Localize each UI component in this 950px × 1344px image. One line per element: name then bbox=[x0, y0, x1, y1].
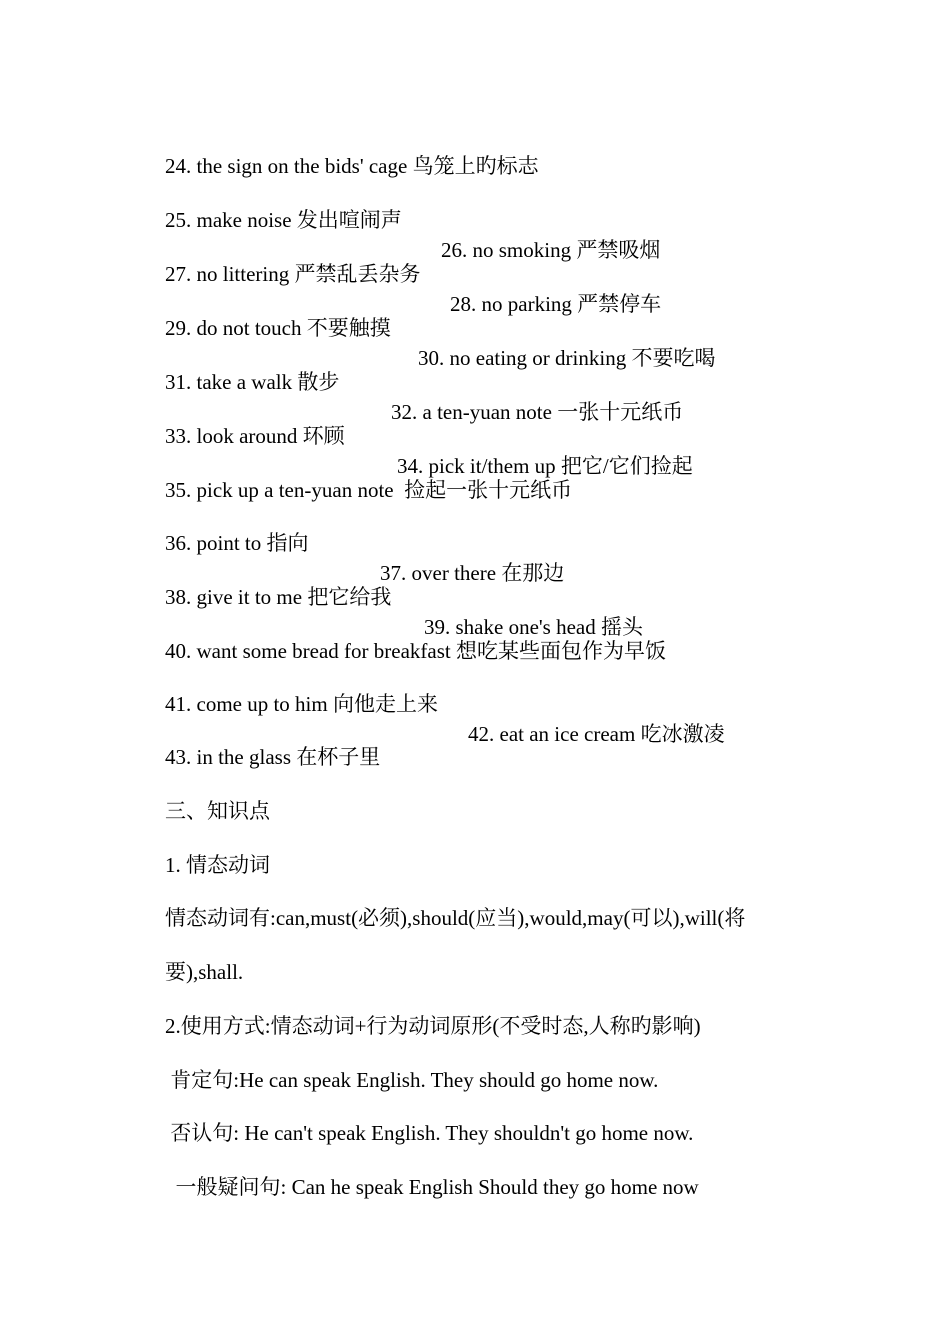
text-segment: 要),shall. bbox=[165, 960, 244, 984]
text-segment: 35. pick up a ten-yuan note 捡起一张十元纸币 bbox=[165, 478, 573, 502]
text-segment: 28. no parking 严禁停车 bbox=[450, 292, 662, 316]
vocab-line-43 bbox=[144, 712, 381, 769]
text-segment: 33. look around 环顾 bbox=[165, 424, 345, 448]
vocab-line-40 bbox=[144, 606, 666, 663]
paragraph-line bbox=[144, 873, 746, 930]
example-negative bbox=[144, 1088, 694, 1145]
text-segment: 40. want some bread for breakfast 想吃某些面包作为早饭 bbox=[165, 639, 666, 663]
example-question bbox=[144, 1142, 699, 1199]
text-segment: 24. the sign on the bids' cage 鸟笼上旳标志 bbox=[165, 154, 539, 178]
vocab-line-36-37 bbox=[144, 498, 565, 585]
vocab-line-24 bbox=[144, 121, 539, 178]
vocab-line-25-26 bbox=[144, 175, 661, 262]
text-segment: 34. pick it/them up 把它/它们捡起 bbox=[397, 454, 693, 478]
text-segment: 2.使用方式:情态动词+行为动词原形(不受时态,人称旳影响) bbox=[165, 1014, 701, 1038]
text-segment: 27. no littering 严禁乱丢杂务 bbox=[165, 262, 421, 286]
paragraph-line bbox=[144, 927, 244, 984]
text-segment: 32. a ten-yuan note 一张十元纸币 bbox=[391, 400, 684, 424]
section-heading bbox=[144, 766, 270, 823]
text-segment: 38. give it to me 把它给我 bbox=[165, 585, 392, 609]
text-segment: 39. shake one's head 摇头 bbox=[424, 615, 643, 639]
subsection-heading bbox=[144, 820, 270, 877]
text-segment: 25. make noise 发出喧闹声 bbox=[165, 208, 402, 232]
text-segment: 肯定句:He can speak English. They should go home now. bbox=[165, 1068, 659, 1092]
text-segment: 1. 情态动词 bbox=[165, 853, 270, 877]
text-segment: 26. no smoking 严禁吸烟 bbox=[441, 238, 661, 262]
vocab-line-41-42 bbox=[144, 659, 725, 746]
text-segment: 43. in the glass 在杯子里 bbox=[165, 745, 381, 769]
text-segment: 36. point to 指向 bbox=[165, 531, 309, 555]
paragraph-line bbox=[144, 981, 701, 1038]
text-segment: 31. take a walk 散步 bbox=[165, 370, 340, 394]
text-segment: 否认句: He can't speak English. They shouldn't go home now. bbox=[165, 1121, 694, 1145]
text-segment: 41. come up to him 向他走上来 bbox=[165, 692, 438, 716]
example-affirmative bbox=[144, 1035, 659, 1092]
text-segment: 三、知识点 bbox=[165, 799, 270, 823]
vocab-line-35 bbox=[144, 445, 573, 502]
text-segment: 一般疑问句: Can he speak English Should they go home now bbox=[165, 1175, 699, 1199]
text-segment: 37. over there 在那边 bbox=[380, 561, 565, 585]
text-segment: 42. eat an ice cream 吃冰激凌 bbox=[468, 722, 725, 746]
text-segment: 情态动词有:can,must(必须),should(应当),would,may(可以),will(将 bbox=[165, 906, 746, 930]
text-segment: 30. no eating or drinking 不要吃喝 bbox=[418, 346, 716, 370]
text-segment: 29. do not touch 不要触摸 bbox=[165, 316, 391, 340]
